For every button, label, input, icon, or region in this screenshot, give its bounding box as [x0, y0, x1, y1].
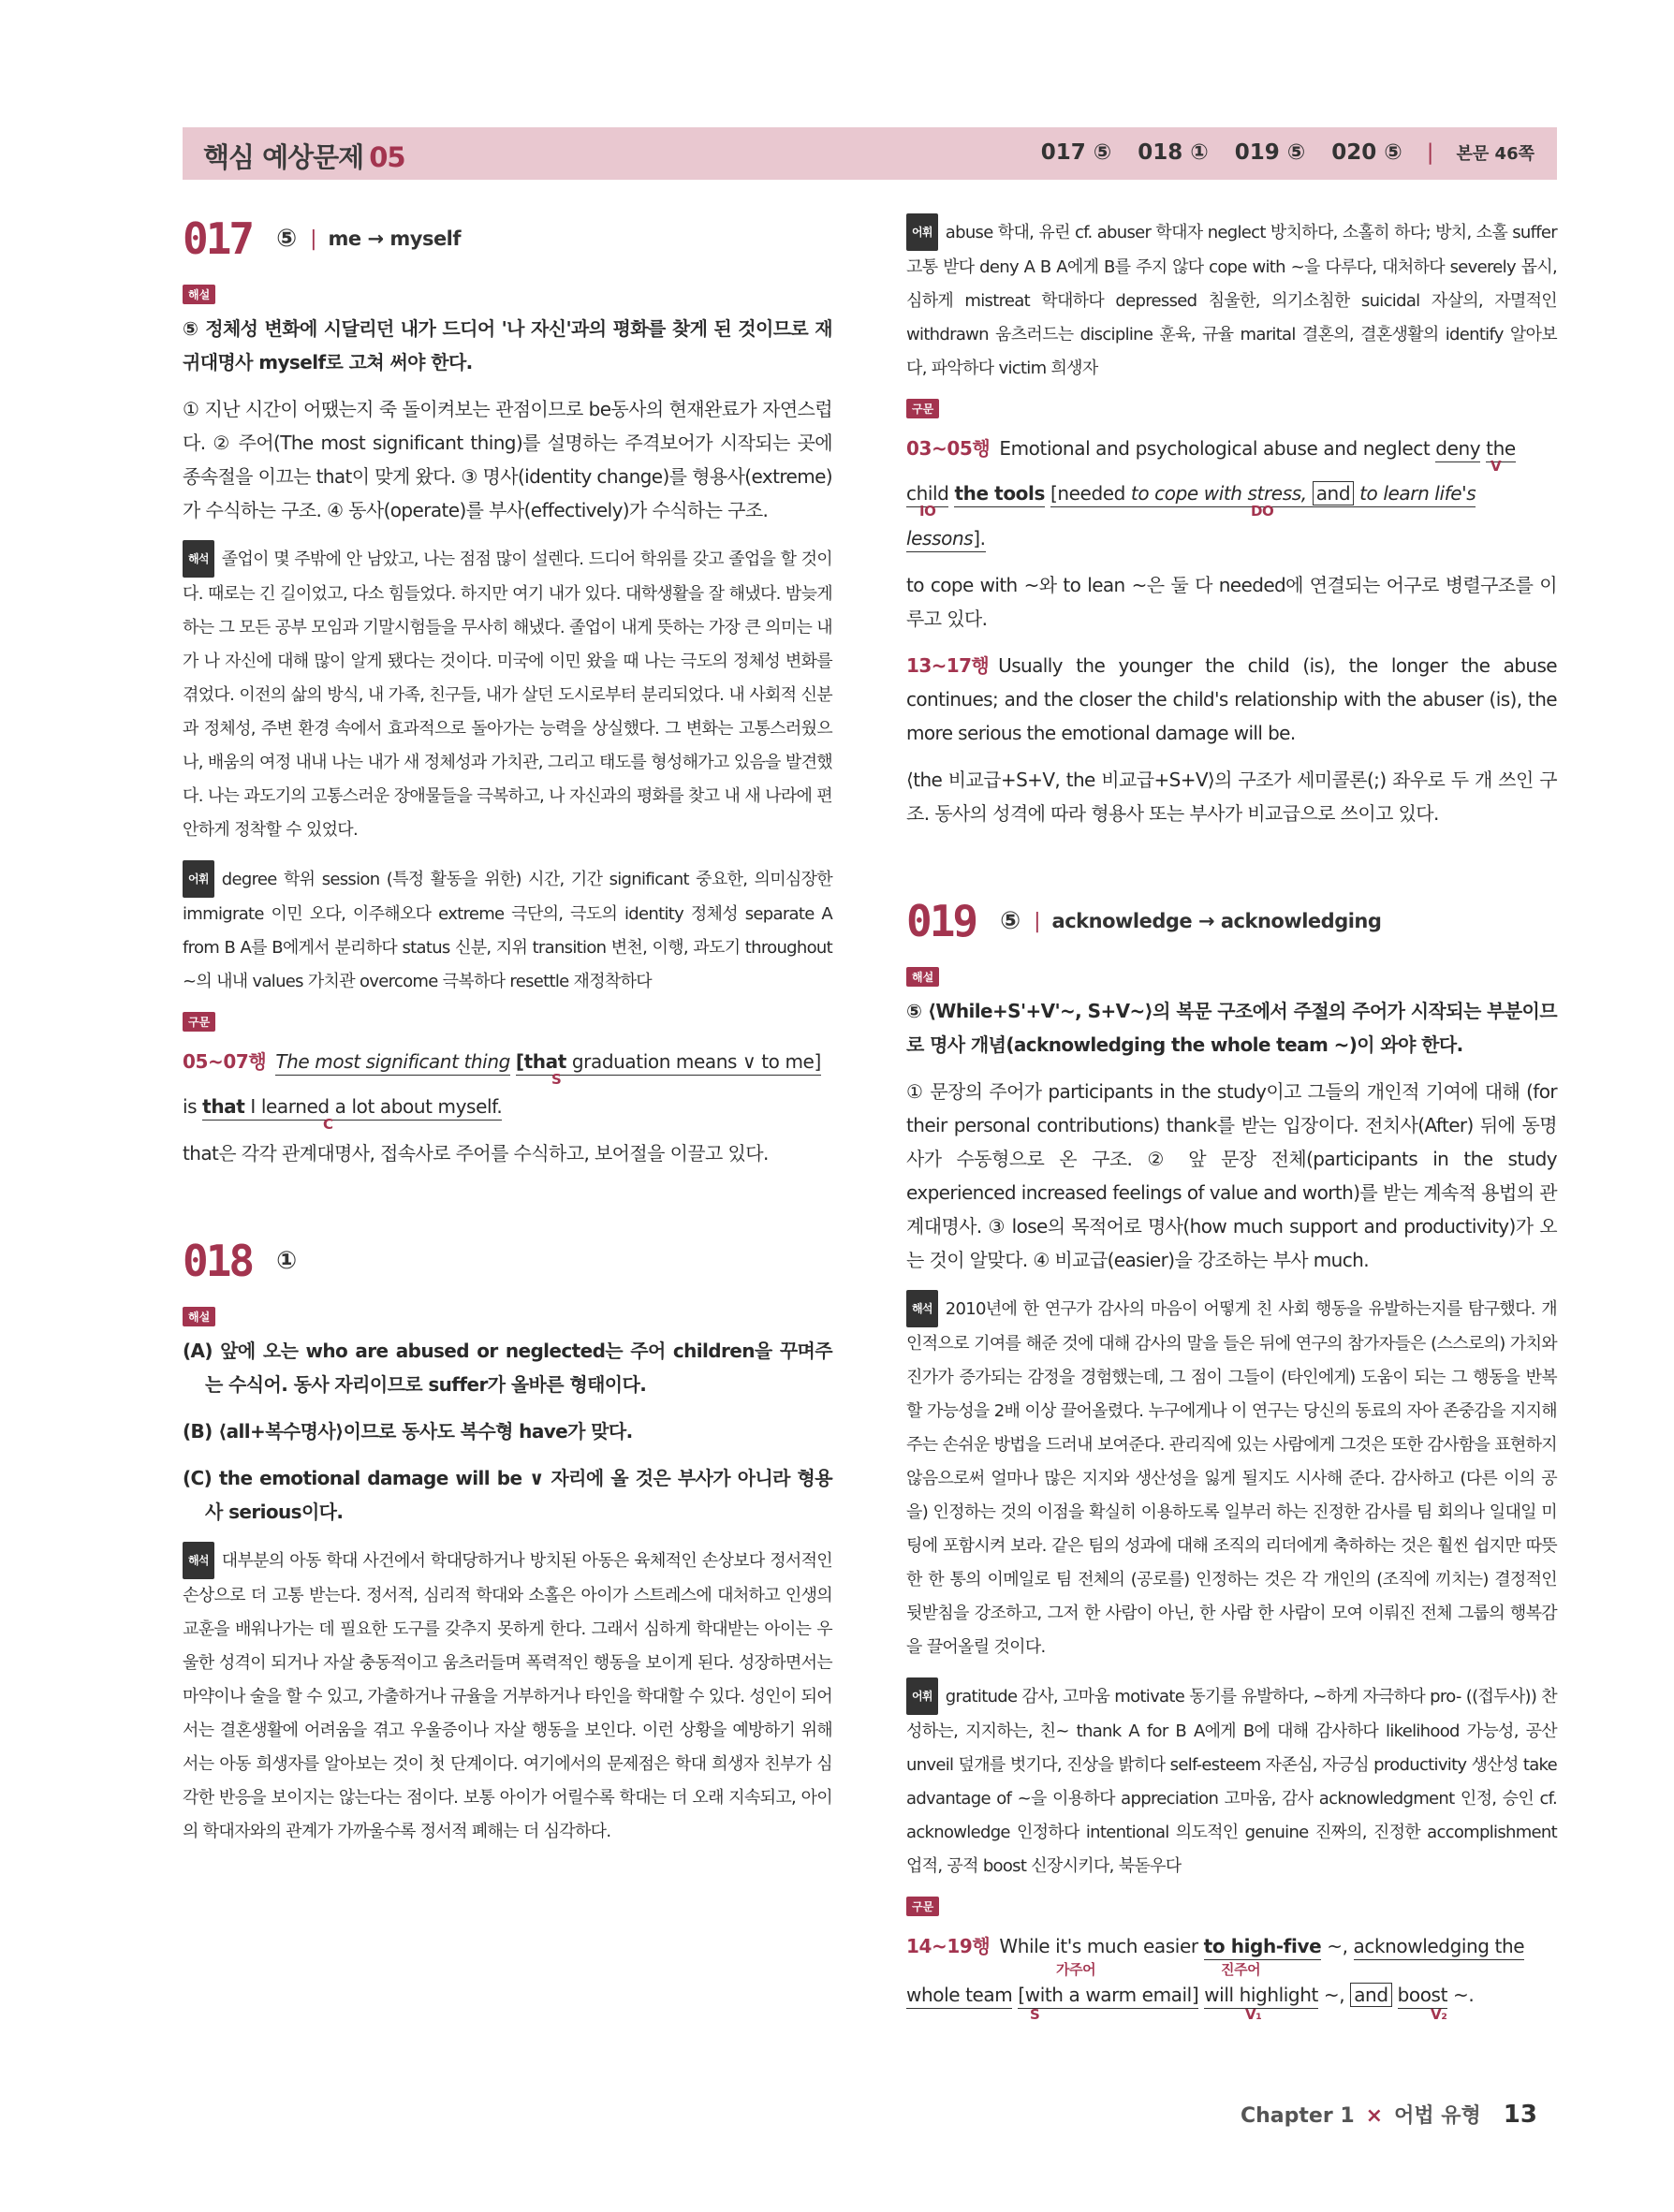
mark-fake-subject: 가주어	[1056, 1961, 1096, 1978]
explain-label: 해설	[183, 1307, 215, 1326]
mark-s: S	[1030, 2006, 1040, 2023]
grammar-sentence-018-1: 03~05행 Emotional and psychological abuse and neglect deny the V child the tools [needed to cope with stress, and to learn life's lessons]. IO DO	[906, 426, 1557, 561]
question-017	[183, 213, 832, 1170]
vocab-text: gratitude 감사, 고마움 motivate 동기를 유발하다, ~하게 자극하다 pro- ((접두사)) 찬성하는, 지지하는, 친~ thank A for B A에게 B에 대해 감사하다 likelihood 가능성, 공산 unveil 덮개를 벗기다, 진상을 밝히다 self-esteem 자존심, 자긍심 productivity 생산성 take advantage of ~을 이용하다 appreciation 고마움, 감사 acknowledgment 인정, 승인 cf. acknowledge 인정하다 intentional 의도적인 genuine 진짜의, 진정한 accomplishment 업적, 공적 boost 신장시키다, 북돋우다	[906, 1687, 1557, 1876]
divider: |	[310, 227, 317, 251]
question-number: 019	[906, 896, 976, 946]
correction: acknowledge → acknowledging	[1051, 910, 1382, 932]
mark-v: V	[1490, 458, 1502, 475]
mark-io: IO	[919, 503, 936, 520]
vocab-label: 어휘	[906, 213, 938, 251]
explanation-main: ⑤ ⟨While+S'+V'~, S+V~⟩의 복문 구조에서 주절의 주어가 시작되는 부분이므로 명사 개념(acknowledging the whole team ~)이 와야 한다.	[906, 1000, 1557, 1056]
grammar-note: to cope with ~와 to lean ~은 둘 다 needed에 연결되는 어구로 병렬구조를 이루고 있다.	[906, 574, 1557, 630]
section-label: 어법 유형	[1394, 2104, 1481, 2128]
page-footer	[1241, 2100, 1537, 2129]
question-header	[906, 896, 1557, 946]
grammar-label: 구문	[906, 1897, 939, 1916]
footer-separator: ×	[1365, 2104, 1384, 2128]
vocab-018	[906, 213, 1557, 386]
translation-text: 졸업이 몇 주밖에 안 남았고, 나는 점점 많이 설렌다. 드디어 학위를 갖고 졸업을 할 것이다. 때로는 긴 길이었고, 다소 힘들었다. 하지만 여기 내가 있다. 대학생활을 잘 해냈다. 밤늦게 하는 그 모든 공부 모임과 기말시험들을 무사히 해냈다. 졸업이 내게 뜻하는 가장 큰 의미는 내가 나 자신에 대해 많이 알게 됐다는 것이다. 미국에 이민 왔을 때 나는 극도의 정체성 변화를 겪었다. 이전의 삶의 방식, 내 가족, 친구들, 내가 살던 도시로부터 분리되었다. 내 사회적 신분과 정체성, 주변 환경 속에서 효과적으로 돌아가는 능력을 상실했다. 그 변화는 고통스러웠으나, 배움의 여정 내내 나는 내가 새 정체성과 가치관, 그리고 태도를 형성해가고 있음을 발견했다. 나는 과도기의 고통스러운 장애물들을 극복하고, 나 자신과의 평화를 찾고 내 새 나라에 편안하게 정착할 수 있었다.	[183, 549, 832, 840]
left-column	[183, 213, 832, 1862]
divider: |	[1034, 909, 1041, 933]
vocab-text: degree 학위 session (특정 활동을 위한) 시간, 기간 significant 중요한, 의미심장한 immigrate 이민 오다, 이주해오다 extreme 극단의, 극도의 identity 정체성 separate A from B A를 B에게서 분리하다 status 신분, 지위 transition 변천, 이행, 과도기 throughout ~의 내내 values 가치관 overcome 극복하다 resettle 재정착하다	[183, 870, 832, 991]
line-code: 13~17행	[906, 654, 990, 677]
explanation-a: (A) 앞에 오는 who are abused or neglected는 주어 children을 꾸며주는 수식어. 동사 자리이므로 suffer가 올바른 형태이다.	[183, 1340, 832, 1396]
answer-key	[1022, 140, 1534, 165]
vocab-label: 어휘	[906, 1677, 938, 1715]
page-title-number: 05	[369, 141, 405, 173]
translate-label: 해석	[183, 1542, 214, 1579]
right-column	[906, 213, 1557, 2025]
question-answer: ⑤	[276, 225, 298, 253]
answer-017: 017 ⑤	[1040, 140, 1112, 165]
chapter-label: Chapter 1	[1241, 2104, 1355, 2128]
grammar-label: 구문	[906, 399, 939, 418]
grammar-sentence: 05~07행 The most significant thing [that graduation means ∨ to me] S is that I learned a lot about myself. C	[183, 1050, 821, 1133]
line-code: 14~19행	[906, 1935, 991, 1957]
grammar-label: 구문	[183, 1012, 215, 1032]
question-header	[183, 1236, 832, 1286]
question-number: 017	[183, 213, 253, 264]
explanation-main: ⑤ 정체성 변화에 시달리던 내가 드디어 '나 자신'과의 평화를 찾게 된 것이므로 재귀대명사 myself로 고쳐 써야 한다.	[183, 317, 832, 374]
explain-label: 해설	[906, 967, 939, 987]
grammar-note: ⟨the 비교급+S+V, the 비교급+S+V⟩의 구조가 세미콜론(;) 좌우로 두 개 쓰인 구조. 동사의 성격에 따라 형용사 또는 부사가 비교급으로 쓰이고 있다.	[906, 769, 1557, 825]
correction: me → myself	[328, 227, 462, 250]
mark-v1: V₁	[1245, 2006, 1262, 2023]
question-answer: ①	[276, 1247, 298, 1275]
page-reference: 본문 46쪽	[1456, 144, 1534, 164]
mark-do: DO	[1251, 503, 1274, 520]
answer-018: 018 ①	[1138, 140, 1209, 165]
mark-c: C	[323, 1116, 333, 1133]
explanation-c: (C) the emotional damage will be ∨ 자리에 올 것은 부사가 아니라 형용사 serious이다.	[183, 1467, 832, 1523]
translation-text: 2010년에 한 연구가 감사의 마음이 어떻게 친 사회 행동을 유발하는지를 탐구했다. 개인적으로 기여를 해준 것에 대해 감사의 말을 들은 뒤에 연구의 참가자들은 (스스로의) 가치와 진가가 증가되는 감정을 경험했는데, 그 점이 그들이 (타인에게) 도움이 되는 그 행동을 반복할 가능성을 2배 이상 끌어올렸다. 누구에게나 이 연구는 당신의 동료의 자아 존중감을 지지해주는 손쉬운 방법을 드러내 보여준다. 관리직에 있는 사람에게 그것은 또한 감사함을 표현하지 않음으로써 얼마나 많은 지지와 생산성을 잃게 될지도 시사해 준다. 감사하고 (다른 이의 공을) 인정하는 것의 이점을 확실히 이용하도록 일부러 하는 진정한 감사를 팀 회의나 일대일 미팅에 포함시켜 보라. 같은 팀의 성과에 대해 조직의 리더에게 축하하는 것은 훨씬 쉽지만 따뜻한 한 통의 이메일로 팀 전체의 (공로를) 인정하는 것은 각 개인의 (조직에 끼치는) 결정적인 뒷받침을 강조하고, 그저 한 사람이 아닌, 한 사람 한 사람이 모여 이뤄진 전체 그룹의 행복감을 끌어올릴 것이다.	[906, 1299, 1557, 1657]
mark-s: S	[551, 1071, 562, 1088]
answer-020: 020 ⑤	[1331, 140, 1402, 165]
mark-v2: V₂	[1431, 2006, 1447, 2023]
translate-label: 해석	[906, 1290, 938, 1327]
grammar-note: that은 각각 관계대명사, 접속사로 주어를 수식하고, 보어절을 이끌고 있다.	[183, 1142, 769, 1165]
line-code: 03~05행	[906, 437, 991, 460]
mark-real-subject: 진주어	[1221, 1961, 1261, 1978]
question-number: 018	[183, 1236, 253, 1286]
grammar-sentence-018-2: 13~17행 Usually the younger the child (is), the longer the abuse continues; and the closer the child's relationship with the abuser (is), the more serious the emotional damage will be.	[906, 654, 1557, 744]
explain-label: 해설	[183, 285, 215, 304]
header-banner	[183, 127, 1557, 180]
page-number: 13	[1503, 2101, 1537, 2129]
question-019	[906, 896, 1557, 2023]
explanation-detail: ① 문장의 주어가 participants in the study이고 그들의 개인적 기여에 대해 (for their personal contributions) thank를 받는 입장이다. 전치사(After) 뒤에 동명사가 수동형으로 온 구조. ② 앞 문장 전체(participants in the study experienced increased feelings of value and worth)를 받는 계속적 용법의 관계대명사. ③ lose의 목적어로 명사(how much support and productivity)가 오는 것이 알맞다. ④ 비교급(easier)을 강조하는 부사 much.	[906, 1080, 1557, 1271]
answer-019: 019 ⑤	[1234, 140, 1306, 165]
grammar-sentence: 14~19행 While it's much easier to high-five ~, acknowledging the whole team [with a warm email] will highlight ~, and boost ~. 가주어 진주어 S V₁ V₂	[906, 1935, 1525, 2023]
question-header	[183, 213, 832, 264]
translate-label: 해석	[183, 540, 214, 578]
line-code: 05~07행	[183, 1050, 267, 1073]
translation-text: 대부분의 아동 학대 사건에서 학대당하거나 방치된 아동은 육체적인 손상보다 정서적인 손상으로 더 고통 받는다. 정서적, 심리적 학대와 소홀은 아이가 스트레스에 대처하고 인생의 교훈을 배워나가는 데 필요한 도구를 갖추지 못하게 한다. 그래서 심하게 학대받는 아이는 우울한 성격이 되거나 자살 충동적이고 움츠러들며 폭력적인 행동을 보이게 된다. 성장하면서는 마약이나 술을 할 수 있고, 가출하거나 규율을 거부하거나 타인을 학대할 수 있다. 성인이 되어서는 결혼생활에 어려움을 겪고 우울증이나 자살 행동을 보인다. 이런 상황을 예방하기 위해서는 아동 희생자를 알아보는 것이 첫 단계이다. 여기에서의 문제점은 학대 희생자 친부가 심각한 반응을 보이지는 않는다는 점이다. 보통 아이가 어릴수록 학대는 더 오래 지속되고, 아이의 학대자와의 관계가 가까울수록 정서적 폐해는 더 심각하다.	[183, 1551, 832, 1841]
answer-separator: |	[1426, 140, 1434, 165]
explanation-b: (B) ⟨all+복수명사⟩이므로 동사도 복수형 have가 맞다.	[183, 1420, 633, 1443]
subject-phrase: The most significant thing	[275, 1050, 510, 1076]
vocab-label: 어휘	[183, 860, 214, 898]
explanation-detail: ① 지난 시간이 어땠는지 죽 돌이켜보는 관점이므로 be동사의 현재완료가 자연스럽다. ② 주어(The most significant thing)를 설명하는 주격보어가 시작되는 곳에 종속절을 이끄는 that이 맞게 왔다. ③ 명사(identity change)를 형용사(extreme)가 수식하는 구조. ④ 동사(operate)를 부사(effectively)가 수식하는 구조.	[183, 398, 832, 521]
question-answer: ⑤	[1000, 907, 1021, 935]
vocab-text: abuse 학대, 유린 cf. abuser 학대자 neglect 방치하다, 소홀히 하다; 방치, 소홀 suffer 고통 받다 deny A B A에게 B를 주지 않다 cope with ~을 다루다, 대처하다 severely 몹시, 심하게 mistreat 학대하다 depressed 침울한, 의기소침한 suicidal 자살의, 자멸적인 withdrawn 움츠러드는 discipline 훈육, 규율 marital 결혼의, 결혼생활의 identify 알아보다, 파악하다 victim 희생자	[906, 223, 1557, 378]
question-018	[183, 1236, 832, 1849]
page-title: 핵심 예상문제 05	[203, 141, 405, 173]
